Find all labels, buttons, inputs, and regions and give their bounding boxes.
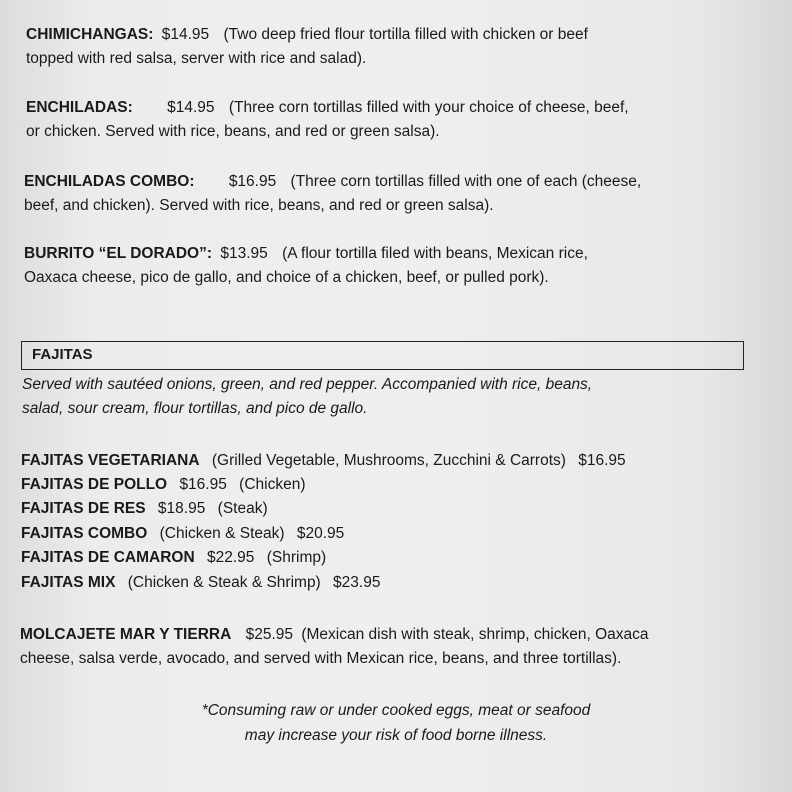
item-price: $14.95 [167,99,215,116]
menu-item-line [26,23,588,47]
item-name: FAJITAS COMBO [21,525,148,542]
menu-item-enchiladas-combo [24,170,641,218]
item-name: CHIMICHANGAS: [26,26,154,43]
item-price: $23.95 [333,574,381,591]
fajitas-item [21,497,268,521]
menu-item-line [20,623,649,647]
item-price: $25.95 [245,626,294,643]
item-detail: (Chicken & Steak & Shrimp) [127,574,321,591]
item-description-cont: cheese, salsa verde, avocado, and served with Mexican rice, beans, and three tortillas). [20,650,622,667]
fajitas-intro-line: Served with sautéed onions, green, and red pepper. Accompanied with rice, beans, [22,376,593,393]
item-description: (Two deep fried flour tortilla filled with chicken or beef [223,26,588,43]
item-price: $16.95 [179,476,227,493]
item-description: (Three corn tortillas filled with one of each (cheese, [290,173,642,190]
item-name: BURRITO “EL DORADO”: [24,245,213,262]
section-title: FAJITAS [32,346,93,363]
item-description-cont: or chicken. Served with rice, beans, and red or green salsa). [26,123,440,140]
fajitas-section-header [21,341,744,370]
menu-item-enchiladas [26,96,629,144]
item-description-cont: topped with red salsa, server with rice and salad). [26,50,367,67]
menu-item-line [24,242,588,266]
item-detail: (Chicken & Steak) [159,525,285,542]
item-name: MOLCAJETE MAR Y TIERRA [20,626,232,643]
item-detail: (Steak) [217,500,268,517]
fajitas-item [21,449,626,473]
item-price: $16.95 [578,452,626,469]
item-detail: (Shrimp) [266,549,327,566]
item-detail: (Chicken) [239,476,306,493]
menu-item-line [24,170,641,194]
footnote-line: may increase your risk of food borne illness. [244,727,548,744]
item-price: $14.95 [161,26,210,43]
item-price: $18.95 [157,500,206,517]
menu-item-molcajete [20,623,649,671]
footnote [0,698,792,748]
menu-item-line [26,96,629,120]
fajitas-item [21,522,344,546]
item-detail: (Grilled Vegetable, Mushrooms, Zucchini & Carrots) [211,452,566,469]
item-name: ENCHILADAS COMBO: [24,173,195,190]
item-description-cont: beef, and chicken). Served with rice, beans, and red or green salsa). [24,197,494,214]
item-price: $20.95 [296,525,345,542]
item-description: (Mexican dish with steak, shrimp, chicken, Oaxaca [301,626,649,643]
menu-item-chimichangas [26,23,588,71]
item-name: FAJITAS DE POLLO [21,476,168,493]
fajitas-item [21,473,306,497]
item-description: (A flour tortilla filed with beans, Mexican rice, [282,245,588,262]
menu-item-burrito-el-dorado [24,242,588,290]
fajitas-item [21,546,326,570]
item-name: ENCHILADAS: [26,99,133,116]
item-price: $16.95 [228,173,277,190]
footnote-line: *Consuming raw or under cooked eggs, meat or seafood [201,702,591,719]
fajitas-intro [22,373,592,421]
item-description: (Three corn tortillas filled with your choice of cheese, beef, [228,99,629,116]
item-price: $22.95 [206,549,255,566]
item-price: $13.95 [220,245,268,262]
fajitas-item [21,571,380,595]
item-name: FAJITAS MIX [21,574,116,591]
item-name: FAJITAS DE RES [21,500,146,517]
item-name: FAJITAS VEGETARIANA [21,452,200,469]
fajitas-intro-line: salad, sour cream, flour tortillas, and pico de gallo. [22,400,368,417]
item-name: FAJITAS DE CAMARON [21,549,195,566]
item-description-cont: Oaxaca cheese, pico de gallo, and choice of a chicken, beef, or pulled pork). [24,269,549,286]
